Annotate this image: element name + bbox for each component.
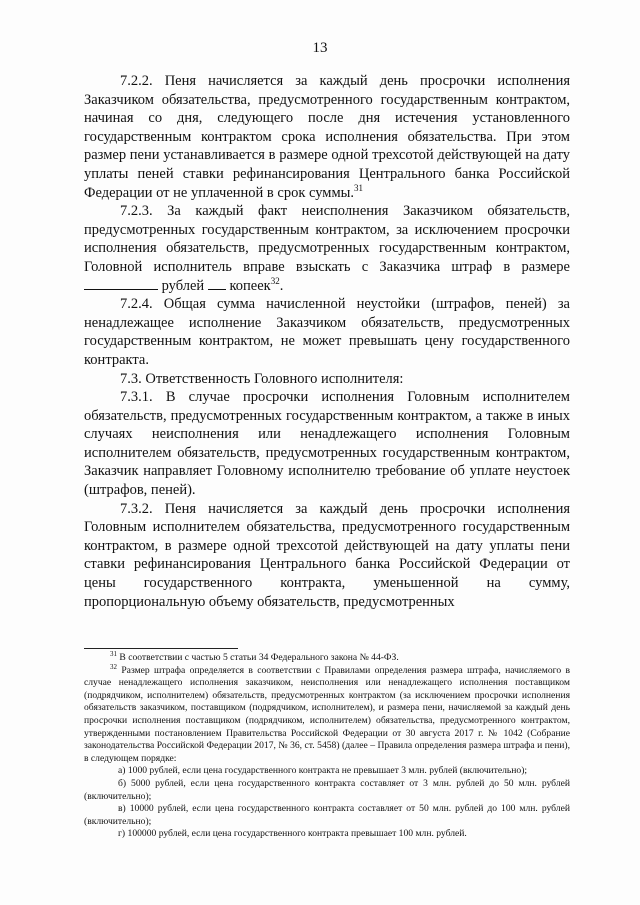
footnote-divider: [84, 648, 238, 649]
paragraph-7-2-2: 7.2.2. Пеня начисляется за каждый день просрочки исполнения Заказчиком обязательства, предусмотренного государственным контрактом, начиная со дня, следующего после дня истечения установленного государственным контрактом срока исполнения обязательства. При этом размер пени устанавливается в размере одной трехсотой действующей на дату уплаты пеней ставки рефинансирования Центрального банка Российской Федерации от не уплаченной в срок суммы.$^{31}$: [84, 73, 570, 201]
paragraph-7-3-1: 7.3.1. В случае просрочки исполнения Головным исполнителем обязательств, предусмотренных государственным контрактом, а также в иных случаях неисполнения или ненадлежащего исполнения Головным исполнителем обязательств, предусмотренных государственным контрактом, Заказчик направляет Головному исполнителю требование об уплате неустоек (штрафов, пеней).: [84, 389, 570, 499]
footnote-32-item-b: б) 5000 рублей, если цена государственного контракта составляет от 3 млн. рублей до 50 млн. рублей (включительно);: [84, 777, 570, 802]
footnote-ref-32[interactable]: 32: [270, 275, 280, 286]
paragraph-7-3-heading: 7.3. Ответственность Головного исполнителя:: [120, 370, 404, 387]
footnote-32: $^{32}$ Размер штрафа определяется в соответствии с Правилами определения размера штрафа, начисляемого в случае ненадлежащего исполнения заказчиком, неисполнения или ненадлежащего исполнения поставщиком (подрядчиком, исполнителем) обязательств, предусмотренных контрактом (за исключением просрочки исполнения обязательств заказчиком, поставщиком (подрядчиком, исполнителем), и размера пени, начисляемой за каждый день просрочки исполнения поставщиком (подрядчиком, исполнителем) обязательства, предусмотренного контрактом, утвержденными постановлением Правительства Российской Федерации от 30 августа 2017 г. № 1042 (Собрание законодательства Российской Федерации 2017, № 36, ст. 5458) (далее – Правила определения размера штрафа и пени), в следующем порядке:: [84, 662, 570, 764]
main-text: [84, 72, 570, 611]
footnote-31: $^{31}$ В соответствии с частью 5 статьи 34 Федерального закона № 44-ФЗ.: [110, 649, 399, 663]
paragraph-7-3-2: 7.3.2. Пеня начисляется за каждый день просрочки исполнения Головным исполнителем обязательства, предусмотренного государственным контрактом, в размере одной трехсотой действующей на дату уплаты пени ставки рефинансирования Центрального банка Российской Федерации от цены государственного контракта, уменьшенной на сумму, пропорциональную объему обязательств, предусмотренных: [84, 500, 570, 610]
footnote-ref-31[interactable]: 31: [354, 182, 364, 193]
footnote-32-item-a: а) 1000 рублей, если цена государственного контракта не превышает 3 млн. рублей (включительно);: [118, 765, 528, 777]
page-number: 13: [312, 40, 328, 56]
fine-kopeks-blank: [208, 277, 226, 290]
paragraph-7-2-3: 7.2.3. За каждый факт неисполнения Заказчиком обязательств, предусмотренных государственным контрактом, за исключением просрочки исполнения обязательств, предусмотренных государственным контрактом, Головной исполнитель вправе взыскать с Заказчика штраф в размере рублей копеек$^{32}$.: [84, 203, 570, 294]
footnotes: [84, 649, 570, 841]
fine-amount-blank: [84, 277, 158, 290]
paragraph-7-2-4: 7.2.4. Общая сумма начисленной неустойки (штрафов, пеней) за ненадлежащее исполнение Заказчиком обязательств, предусмотренных государственным контрактом, не может превышать цену государственного контракта.: [84, 296, 570, 368]
footnote-32-item-g: г) 100000 рублей, если цена государственного контракта превышает 100 млн. рублей.: [118, 828, 467, 840]
footnote-32-item-v: в) 10000 рублей, если цена государственного контракта составляет от 50 млн. рублей до 100 млн. рублей (включительно);: [84, 803, 570, 827]
